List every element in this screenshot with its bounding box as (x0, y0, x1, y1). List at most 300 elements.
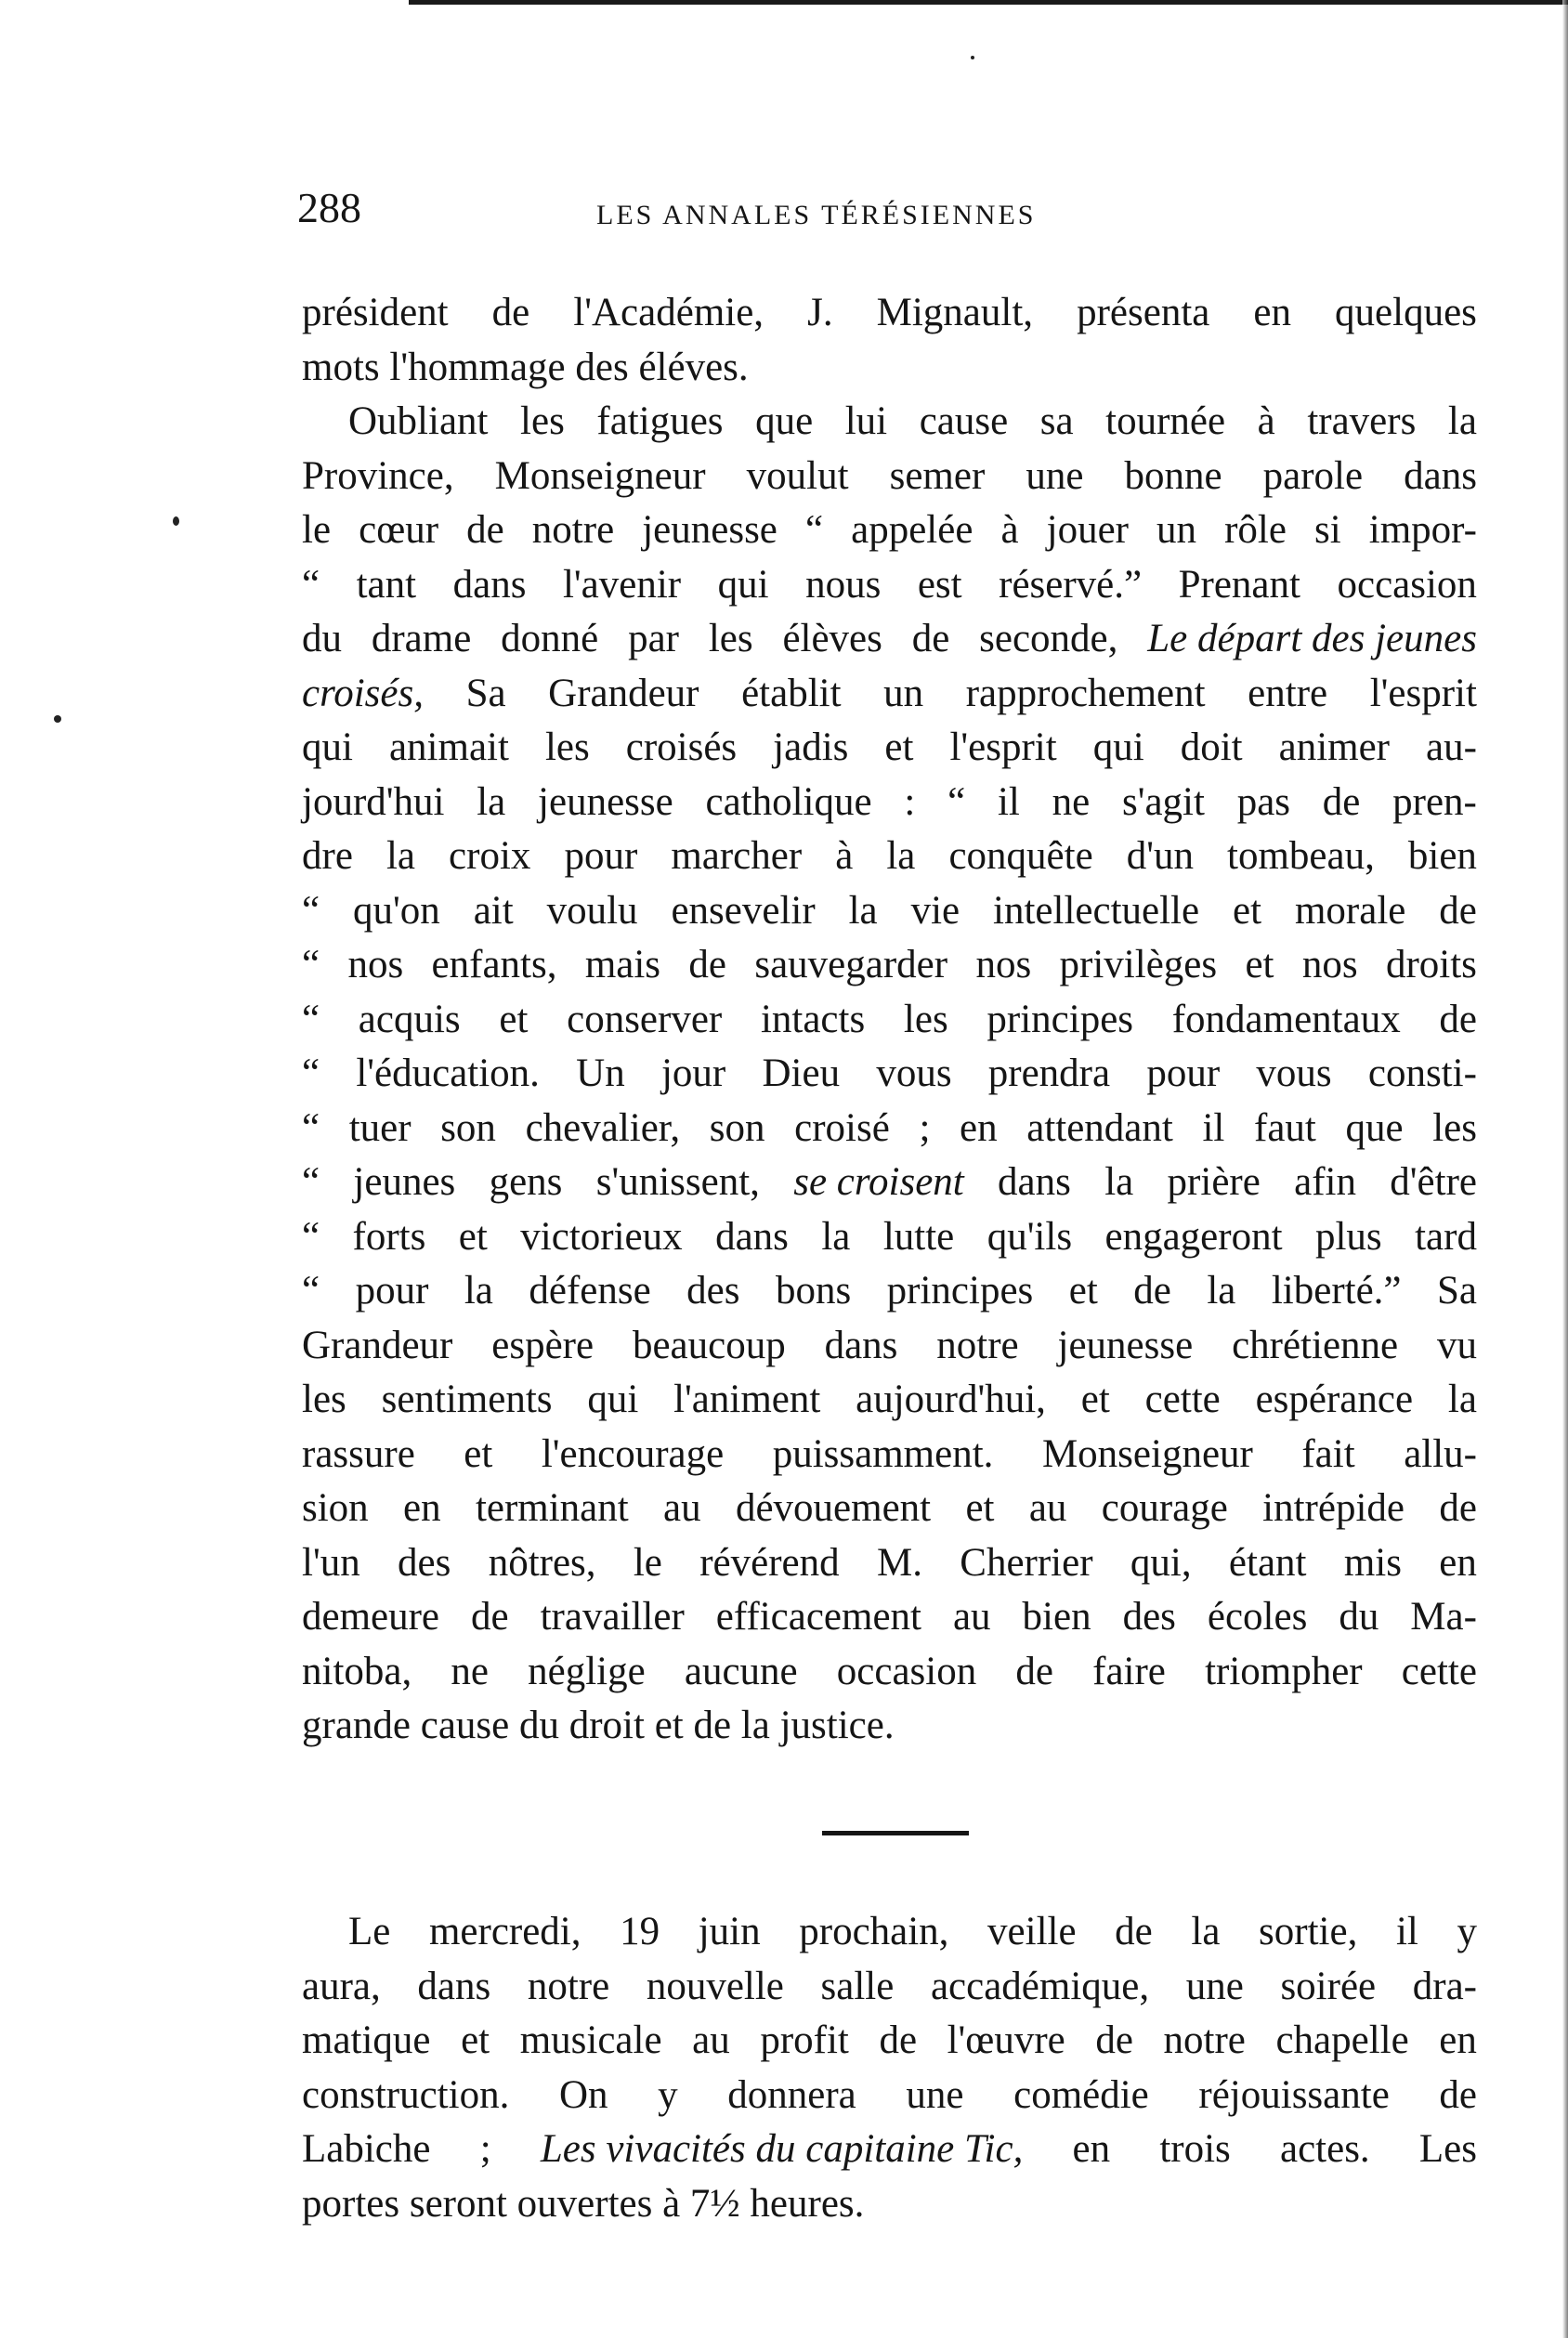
word: vous (1256, 1051, 1332, 1095)
word: au (692, 2018, 730, 2062)
word: les (520, 399, 565, 443)
word: aujourd'hui, (856, 1378, 1046, 1421)
word: notre (1163, 2018, 1246, 2062)
word: la (1447, 399, 1477, 443)
word: pour (1146, 1051, 1221, 1095)
word: s'agit (1121, 779, 1205, 824)
word: cause (919, 399, 1009, 443)
word: seconde, (979, 617, 1118, 660)
word: pour (564, 834, 638, 878)
word: comédie (1013, 2072, 1149, 2117)
word: de (1115, 1910, 1153, 1953)
word: les (903, 997, 948, 1041)
word: ait (473, 888, 514, 933)
word: ; (919, 1105, 931, 1150)
word: lui (844, 399, 888, 443)
word: nitoba, (302, 1649, 412, 1693)
word: une (1185, 1964, 1244, 2008)
word: liberté.” (1271, 1269, 1402, 1313)
word: jouer (1046, 508, 1129, 552)
word: le (633, 1540, 662, 1585)
word: au (952, 1595, 991, 1639)
word: Le départ des jeunes (1147, 617, 1477, 660)
text-line (302, 1536, 1477, 1591)
word: portes seront ouvertes à 7½ heures. (302, 2181, 865, 2226)
word: prière (1167, 1160, 1261, 1204)
word: “ (302, 943, 320, 986)
word: les (708, 617, 753, 660)
word: privilèges (1059, 943, 1218, 986)
word: trois (1159, 2127, 1231, 2171)
word: y (1457, 1910, 1477, 1953)
word: mercredi, (428, 1910, 581, 1953)
word: notre (936, 1323, 1019, 1367)
paragraph-2 (302, 395, 1477, 1754)
word: ; (479, 2127, 491, 2171)
word: les (302, 1378, 346, 1421)
text-line (302, 450, 1477, 504)
word: les (544, 725, 590, 769)
word: qui (717, 562, 769, 607)
text-line (302, 558, 1477, 613)
word: la (821, 1214, 851, 1259)
text-line (302, 395, 1477, 450)
word: rassure (302, 1431, 415, 1476)
word: vous (876, 1051, 952, 1095)
word: de (466, 508, 504, 552)
word: au- (1426, 725, 1477, 769)
word: ensevelir (671, 888, 816, 933)
text-line (302, 938, 1477, 993)
word: une (1026, 453, 1084, 498)
word: juin (698, 1910, 761, 1953)
word: l'éducation. (356, 1051, 540, 1095)
word: matique (302, 2018, 431, 2062)
word: en (1439, 1540, 1477, 1585)
word: beaucoup (632, 1323, 786, 1367)
word: nôtres, (488, 1540, 596, 1585)
word: l'avenir (562, 562, 682, 607)
word: “ (302, 1160, 320, 1204)
text-line (302, 1210, 1477, 1265)
text-line (302, 1047, 1477, 1102)
word: accadémique, (930, 1964, 1150, 2008)
word: en (1253, 291, 1291, 334)
word: il (1202, 1105, 1225, 1150)
text-line (302, 721, 1477, 776)
word: d'être (1390, 1160, 1477, 1204)
word: Prenant (1178, 562, 1300, 607)
top-rule (409, 0, 1568, 5)
word: réservé.” (999, 562, 1143, 607)
text-line (302, 1905, 1477, 1960)
word: au (663, 1486, 701, 1530)
word: en (403, 1486, 441, 1530)
word: Mignault, (876, 291, 1034, 334)
word: jadis (773, 725, 849, 769)
word: parole (1262, 453, 1364, 498)
word: principes (987, 997, 1134, 1041)
word: efficacement (715, 1595, 921, 1639)
word: jour (660, 1051, 726, 1095)
text-line (302, 612, 1477, 667)
word: qu'ils (987, 1214, 1073, 1259)
word: de (1439, 1486, 1477, 1530)
word: croisés, (302, 671, 424, 715)
word: grande cause du droit et de la justice. (302, 1704, 895, 1747)
word: intellectuelle (993, 888, 1200, 933)
word: en (1439, 2018, 1477, 2062)
word: occasion (1337, 562, 1477, 607)
word: dre (302, 834, 353, 878)
word: mis (1343, 1540, 1402, 1585)
word: des (686, 1269, 740, 1313)
word: cette (1144, 1378, 1221, 1421)
word: chrétienne (1232, 1323, 1399, 1367)
word: travailler (540, 1595, 685, 1639)
word: et (1233, 888, 1262, 933)
word: sortie, (1259, 1910, 1358, 1953)
word: mais (584, 943, 661, 986)
word: la (1104, 1160, 1134, 1204)
word: dans (715, 1214, 789, 1259)
word: doit (1180, 725, 1243, 769)
word: par (628, 617, 679, 660)
text-line (302, 2069, 1477, 2123)
word: conquête (948, 834, 1093, 878)
word: J. (807, 291, 833, 334)
word: jeunesse (1057, 1323, 1194, 1367)
word: voulut (746, 453, 849, 498)
text-line (302, 993, 1477, 1048)
word: et (499, 997, 529, 1041)
page-edge-shadow (1562, 0, 1568, 2338)
word: ne (451, 1649, 489, 1693)
word: rôle (1224, 508, 1287, 552)
word: bien (1407, 834, 1477, 878)
word: bonne (1124, 453, 1222, 498)
word: dans (452, 562, 527, 607)
word: et (1080, 1378, 1110, 1421)
word: sion (302, 1486, 369, 1530)
word: droits (1385, 943, 1477, 986)
word: l'Académie, (573, 291, 764, 334)
word: et (458, 1214, 488, 1259)
word: actes. (1280, 2127, 1370, 2171)
word: de (1095, 2018, 1133, 2062)
word: dans (1404, 453, 1477, 498)
word: président (302, 291, 449, 334)
word: forts (352, 1214, 426, 1259)
page-header (297, 182, 1477, 238)
word: à (1000, 508, 1019, 552)
word: “ (804, 508, 824, 552)
word: espère (491, 1323, 595, 1367)
word: On (558, 2072, 608, 2117)
word: ne (1052, 779, 1091, 824)
word: nos (347, 943, 404, 986)
word: fait (1301, 1431, 1355, 1476)
word: Labiche (302, 2127, 431, 2171)
word: au (1028, 1486, 1067, 1530)
word: nos (1301, 943, 1358, 986)
word: : (904, 779, 916, 824)
word: notre (527, 1964, 610, 2008)
word: acquis (358, 997, 461, 1041)
word: la (1447, 1378, 1477, 1421)
word: et (464, 1431, 493, 1476)
word: il (1395, 1910, 1418, 1953)
word: un (883, 671, 924, 715)
word: l'animent (673, 1378, 821, 1421)
word: l'esprit (1369, 671, 1477, 715)
word: soirée (1280, 1964, 1377, 2008)
word: aura, (302, 1964, 381, 2008)
word: engageront (1104, 1214, 1283, 1259)
word: la (886, 834, 916, 878)
word: sentiments (381, 1378, 553, 1421)
word: “ (947, 779, 966, 824)
word: et (884, 725, 914, 769)
word: établit (741, 671, 842, 715)
word: principes (886, 1269, 1034, 1313)
text-line (302, 503, 1477, 558)
word: Sa (1436, 1269, 1477, 1313)
word: des (1122, 1595, 1176, 1639)
word: “ (302, 888, 320, 933)
speck (173, 516, 179, 526)
word: tournée (1105, 399, 1226, 443)
word: de (1439, 997, 1477, 1041)
word: de (911, 617, 950, 660)
word: impor- (1368, 508, 1477, 552)
word: qu'on (353, 888, 440, 933)
word: une (906, 2072, 964, 2117)
word: présenta (1077, 291, 1210, 334)
word: M. (876, 1540, 922, 1585)
word: animait (388, 725, 509, 769)
word: quelques (1335, 291, 1477, 334)
page-number: 288 (297, 184, 361, 231)
word: que (1345, 1105, 1404, 1150)
word: croix (449, 834, 531, 878)
word: réjouissante (1198, 2072, 1390, 2117)
word: fatigues (596, 399, 724, 443)
word: croisés (625, 725, 738, 769)
word: tard (1415, 1214, 1477, 1259)
text-line (302, 1699, 1477, 1754)
word: si (1314, 508, 1341, 552)
word: étant (1228, 1540, 1307, 1585)
word: aucune (684, 1649, 798, 1693)
word: 19 (620, 1910, 660, 1953)
word: marcher (671, 834, 803, 878)
text-line (302, 2122, 1477, 2177)
word: Les vivacités du capitaine Tic, (540, 2127, 1024, 2171)
word: à (1257, 399, 1275, 443)
word: des (398, 1540, 451, 1585)
text-line (302, 829, 1477, 884)
word: jeunesse (538, 779, 673, 824)
word: néglige (528, 1649, 646, 1693)
word: prochain, (799, 1910, 949, 1953)
word: “ (302, 997, 320, 1041)
word: profit (760, 2018, 849, 2062)
word: est (917, 562, 962, 607)
word: la (1207, 1269, 1236, 1313)
text-line (302, 1264, 1477, 1319)
word: de (688, 943, 726, 986)
word: défense (529, 1269, 651, 1313)
word: travers (1307, 399, 1417, 443)
word: les (1432, 1105, 1477, 1150)
word: écoles (1207, 1595, 1308, 1639)
word: “ (302, 562, 320, 607)
paragraph-3 (302, 1905, 1477, 2231)
word: morale (1294, 888, 1406, 933)
word: de (1439, 2072, 1477, 2117)
word: attendant (1026, 1105, 1173, 1150)
word: dévouement (735, 1486, 932, 1530)
word: pour (355, 1269, 429, 1313)
announcement-text (302, 1905, 1477, 2231)
word: pren- (1392, 779, 1477, 824)
word: afin (1294, 1160, 1356, 1204)
word: de (1439, 888, 1477, 933)
word: dra- (1412, 1964, 1477, 2008)
word: y (658, 2072, 678, 2117)
paragraph-1 (302, 286, 1477, 395)
word: la (464, 1269, 493, 1313)
word: gens (489, 1160, 563, 1204)
word: voulu (546, 888, 638, 933)
word: cœur (359, 508, 439, 552)
word: du (302, 617, 342, 660)
text-line (302, 884, 1477, 939)
word: de (491, 291, 530, 334)
word: nouvelle (646, 1964, 784, 2008)
word: drame (371, 617, 472, 660)
word: Ma- (1410, 1595, 1477, 1639)
word: se croisent (793, 1160, 964, 1204)
word: Monseigneur (1041, 1431, 1253, 1476)
word: “ (302, 1105, 320, 1150)
word: Grandeur (302, 1323, 453, 1367)
text-line (302, 2014, 1477, 2069)
word: dans (824, 1323, 898, 1367)
word: Dieu (762, 1051, 841, 1095)
text-line (302, 1482, 1477, 1536)
text-line (302, 1319, 1477, 1374)
word: l'œuvre (947, 2018, 1065, 2062)
word: tuer (348, 1105, 412, 1150)
word: bien (1022, 1595, 1091, 1639)
word: allu- (1404, 1431, 1477, 1476)
word: sauvegarder (754, 943, 948, 986)
word: plus (1314, 1214, 1382, 1259)
text-line (302, 1102, 1477, 1156)
word: chapelle (1275, 2018, 1409, 2062)
word: Province, (302, 453, 454, 498)
word: qui, (1130, 1540, 1192, 1585)
word: et (1068, 1269, 1098, 1313)
word: l'esprit (949, 725, 1057, 769)
word: de (879, 2018, 918, 2062)
word: jeunes (353, 1160, 456, 1204)
word: sa (1039, 399, 1074, 443)
word: dans (998, 1160, 1071, 1204)
word: “ (302, 1269, 320, 1313)
word: lutte (882, 1214, 955, 1259)
word: vu (1437, 1323, 1477, 1367)
word: demeure (302, 1595, 440, 1639)
word: Les (1418, 2127, 1477, 2171)
word: vie (910, 888, 960, 933)
word: Le (348, 1910, 391, 1953)
word: courage (1101, 1486, 1228, 1530)
text-line (302, 1960, 1477, 2015)
word: croisé (794, 1105, 890, 1150)
word: la (385, 834, 415, 878)
word: d'un (1126, 834, 1194, 878)
word: donné (501, 617, 599, 660)
word: Sa (465, 671, 506, 715)
word: Cherrier (960, 1540, 1093, 1585)
word: la (1191, 1910, 1221, 1953)
speck (54, 715, 61, 723)
text-line (302, 286, 1477, 341)
word: élèves (782, 617, 882, 660)
word: cette (1401, 1649, 1477, 1693)
word: chevalier, (525, 1105, 681, 1150)
word: le (302, 508, 332, 552)
word: de (471, 1595, 509, 1639)
word: du (1339, 1595, 1379, 1639)
word: s'unissent, (595, 1160, 760, 1204)
word: pas (1236, 779, 1291, 824)
word: tombeau, (1227, 834, 1375, 878)
word: et (461, 2018, 490, 2062)
word: animer (1278, 725, 1390, 769)
word: en (960, 1105, 998, 1150)
word: à (835, 834, 854, 878)
word: intacts (760, 997, 866, 1041)
word: qui (1092, 725, 1144, 769)
word: Oubliant (348, 399, 489, 443)
word: dans (417, 1964, 491, 2008)
running-head: LES ANNALES TÉRÉSIENNES (596, 200, 1037, 230)
word: intrépide (1262, 1486, 1405, 1530)
word: “ (302, 1051, 320, 1095)
section-separator (822, 1831, 969, 1835)
word: salle (820, 1964, 895, 2008)
word: nos (975, 943, 1032, 986)
word: jeunesse (642, 508, 777, 552)
word: qui (587, 1378, 639, 1421)
word: consti- (1367, 1051, 1477, 1095)
word: bons (775, 1269, 852, 1313)
word: l'un (302, 1540, 360, 1585)
text-line (302, 776, 1477, 830)
text-line (302, 1156, 1477, 1210)
text-line (302, 2177, 1477, 2232)
word: nous (805, 562, 882, 607)
word: faire (1092, 1649, 1166, 1693)
text-line (302, 1373, 1477, 1428)
text-line (302, 667, 1477, 722)
word: conserver (567, 997, 723, 1041)
word: “ (302, 1214, 320, 1259)
